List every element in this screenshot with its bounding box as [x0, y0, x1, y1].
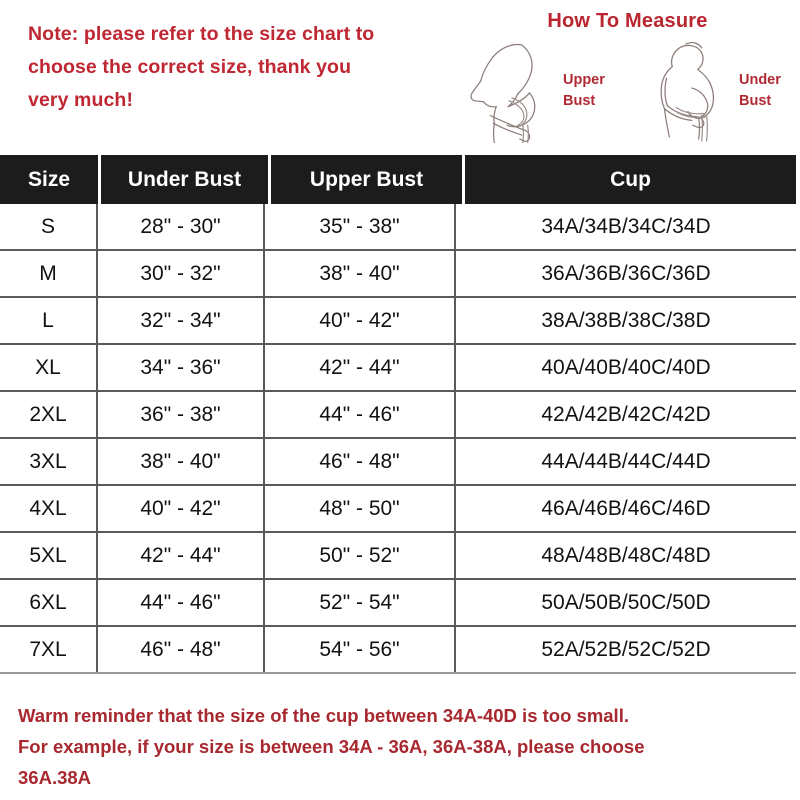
- under-bust-measure-figure: [637, 39, 735, 143]
- note-block: [28, 18, 448, 117]
- warm-reminder-line-1: Warm reminder that the size of the cup between 34A-40D is too small.: [18, 705, 629, 726]
- table-row: [0, 204, 796, 251]
- cell-cup: 40A/40B/40C/40D: [541, 355, 711, 379]
- cell-under-bust: 36" - 38": [98, 392, 265, 437]
- upper-bust-figure-unit: [461, 37, 631, 145]
- cell-cup: 42A/42B/42C/42D: [541, 402, 711, 426]
- upper-bust-measure-figure: [461, 39, 559, 143]
- cell-cup: 46A/46B/46C/46D: [541, 496, 711, 520]
- under-bust-label: [739, 70, 781, 112]
- note-line-2: choose the correct size, thank you: [28, 56, 352, 78]
- table-body: [0, 204, 800, 674]
- note-line-1: Note: please refer to the size chart to: [28, 23, 375, 45]
- cell-upper-bust: 44" - 46": [265, 392, 456, 437]
- top-section: [0, 0, 800, 150]
- size-chart-table: [0, 155, 800, 674]
- cell-under-bust: 28" - 30": [98, 204, 265, 249]
- cell-size: 5XL: [0, 533, 98, 578]
- table-row: [0, 486, 796, 533]
- cell-upper-bust: 42" - 44": [265, 345, 456, 390]
- cell-upper-bust: 50" - 52": [265, 533, 456, 578]
- cell-upper-bust: 38" - 40": [265, 251, 456, 296]
- warm-reminder-line-2: For example, if your size is between 34A - 36A, 36A-38A, please choose: [18, 736, 645, 757]
- cell-under-bust: 34" - 36": [98, 345, 265, 390]
- cell-size: S: [0, 204, 98, 249]
- table-row: [0, 439, 796, 486]
- cell-upper-bust: 54" - 56": [265, 627, 456, 672]
- cell-upper-bust: 35" - 38": [265, 204, 456, 249]
- cell-under-bust: 42" - 44": [98, 533, 265, 578]
- note-line-3: very much!: [28, 89, 134, 111]
- how-to-measure-title: How To Measure: [547, 10, 708, 32]
- table-row: [0, 580, 796, 627]
- table-header-row: [0, 155, 800, 204]
- column-header-size: Size: [0, 155, 98, 204]
- cell-upper-bust: 48" - 50": [265, 486, 456, 531]
- table-row: [0, 251, 796, 298]
- column-header-cup: Cup: [465, 155, 796, 204]
- upper-bust-label-line1: Upper: [563, 72, 605, 88]
- cell-under-bust: 32" - 34": [98, 298, 265, 343]
- column-header-upper-bust: Upper Bust: [271, 155, 462, 204]
- cell-cup: 38A/38B/38C/38D: [541, 308, 711, 332]
- how-to-measure-block: [455, 6, 800, 148]
- cell-under-bust: 40" - 42": [98, 486, 265, 531]
- cell-cup: 50A/50B/50C/50D: [541, 590, 711, 614]
- cell-size: XL: [0, 345, 98, 390]
- cell-size: 3XL: [0, 439, 98, 484]
- cell-size: L: [0, 298, 98, 343]
- warm-reminder-line-3: 36A.38A: [18, 767, 92, 788]
- under-bust-figure-unit: [637, 37, 800, 145]
- under-bust-label-line2: Bust: [739, 93, 772, 109]
- upper-bust-label: [563, 70, 605, 112]
- cell-size: 2XL: [0, 392, 98, 437]
- column-header-under-bust: Under Bust: [101, 155, 268, 204]
- table-row: [0, 533, 796, 580]
- cell-upper-bust: 52" - 54": [265, 580, 456, 625]
- table-row: [0, 392, 796, 439]
- cell-under-bust: 30" - 32": [98, 251, 265, 296]
- cell-cup: 44A/44B/44C/44D: [541, 449, 711, 473]
- table-row: [0, 298, 796, 345]
- upper-bust-label-line2: Bust: [563, 93, 596, 109]
- cell-under-bust: 44" - 46": [98, 580, 265, 625]
- cell-upper-bust: 40" - 42": [265, 298, 456, 343]
- measure-figures: [455, 37, 800, 145]
- cell-size: M: [0, 251, 98, 296]
- cell-cup: 52A/52B/52C/52D: [541, 637, 711, 661]
- table-row: [0, 627, 796, 674]
- cell-under-bust: 38" - 40": [98, 439, 265, 484]
- cell-size: 4XL: [0, 486, 98, 531]
- under-bust-label-line1: Under: [739, 72, 781, 88]
- cell-upper-bust: 46" - 48": [265, 439, 456, 484]
- cell-cup: 34A/34B/34C/34D: [541, 214, 711, 238]
- cell-size: 7XL: [0, 627, 98, 672]
- cell-under-bust: 46" - 48": [98, 627, 265, 672]
- cell-size: 6XL: [0, 580, 98, 625]
- cell-cup: 36A/36B/36C/36D: [541, 261, 711, 285]
- table-row: [0, 345, 796, 392]
- warm-reminder-block: [18, 700, 790, 793]
- cell-cup: 48A/48B/48C/48D: [541, 543, 711, 567]
